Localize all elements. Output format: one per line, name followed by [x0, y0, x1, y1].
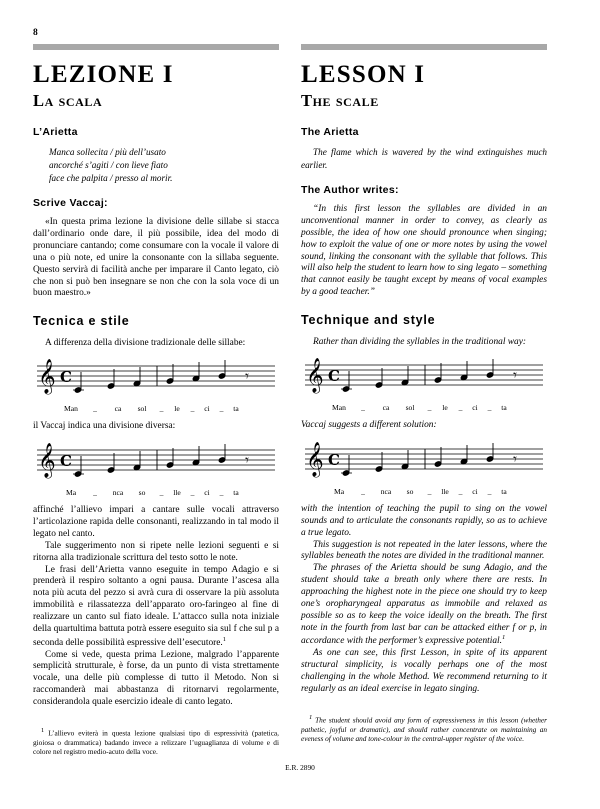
svg-text:𝄾: 𝄾 [245, 451, 249, 470]
footnote-marker-english: 1 [309, 713, 313, 721]
writes-heading-italian: Scrive Vaccaj: [33, 197, 108, 210]
para-phrases-english [301, 563, 547, 648]
lyric-syllable: ca [382, 403, 390, 413]
lyric-syllable: _ [93, 404, 97, 414]
para-conclusion-english: As one can see, this first Lesson, in spite of its apparent structural simplicity, is vocally perhaps one of the most challenging in the whole Method. We recommend returning to it regularly as an ideal exercise in legato singing. [301, 648, 547, 694]
lesson-title-italian: LEZIONE I [33, 61, 174, 88]
lyric-syllable: _ [159, 488, 164, 498]
para-legato-italian: affinché l’allievo impari a cantare sulle vocali attraverso l’articolazione rapida delle consonanti, realizzando in tal modo il legato nel canto. [33, 505, 279, 539]
para-legato-english: with the intention of teaching the pupil to sing on the vowel sounds and to articulate the consonants rapidly, so as to achieve a true legato. [301, 504, 547, 538]
lyric-syllable: le [442, 403, 448, 413]
lyric-syllable: Ma [333, 487, 345, 497]
arietta-heading-english: The Arietta [301, 126, 359, 139]
lyric-syllable: _ [190, 404, 195, 414]
lyric-syllable: ta [233, 404, 239, 414]
lyric-syllable: ci [204, 404, 210, 414]
technique-heading-english: Technique and style [301, 313, 436, 328]
footnote-text-english: The student should avoid any form of expressiveness in this lesson (whether pathetic, joyful or dramatic), and should rather concentrate on maintaining an eveness of volume and tone-colour in the central-upper register of the voice. [301, 715, 548, 744]
lyric-syllable: lle [173, 488, 181, 498]
svg-text:𝄾: 𝄾 [245, 367, 249, 386]
lyric-syllable: _ [190, 488, 195, 498]
verse-line: ancorché s’agiti / con lieve fiato [49, 160, 168, 171]
technique-heading-italian: Tecnica e stile [33, 314, 130, 329]
para-phrases-text-english: The phrases of the Arietta should be sung Adagio, and the student should take a breath only where there are rests. In approaching the highest note in the piece one should try to keep one’s oropharyngeal apparatus as immobile and relaxed as possible so as to keep the voice ideally on the breath. The first note in the fourth from last bar can be attacked either f or p, in accordance with the performer’s expressive potential. [301, 563, 547, 647]
svg-text:C: C [60, 452, 72, 471]
column-english [301, 44, 547, 757]
lyric-syllable: _ [361, 487, 365, 497]
lyric-syllable: Ma [65, 488, 77, 498]
lyric-syllable: sol [137, 404, 147, 414]
lyric-syllable: _ [427, 403, 432, 413]
caption-vaccaj-solution-english: Vaccaj suggests a different solution: [301, 420, 437, 431]
lyric-syllable: Man [332, 403, 346, 413]
footnote-ref-italian: 1 [222, 635, 227, 643]
lyrics-row-traditional-english [301, 403, 547, 412]
header-rule-right [301, 44, 547, 50]
lyric-syllable: _ [361, 403, 365, 413]
footnote-italian [33, 727, 279, 757]
lyric-syllable: ci [204, 488, 210, 498]
lyrics-row-vaccaj-italian [33, 488, 279, 497]
section-title-italian: La scala [33, 91, 103, 110]
lyric-syllable: so [138, 488, 146, 498]
svg-text:𝄞: 𝄞 [38, 443, 56, 479]
intro-traditional-english: Rather than dividing the syllables in the traditional way: [313, 337, 526, 348]
lyric-syllable: _ [458, 487, 463, 497]
header-rule-left [33, 44, 279, 50]
lyric-syllable: ci [472, 487, 478, 497]
footnote-text-italian: L’allievo eviterà in questa lezione qualsiasi tipo di espressività (patetica, gioiosa o drammatica) badando invece a relizzare l’uguaglianza di volume e di colore nel registro medio-acuto della voce. [33, 728, 279, 757]
music-staff-traditional-italian [33, 356, 279, 400]
two-column-layout [0, 44, 600, 757]
lyric-syllable: Man [64, 404, 78, 414]
lyric-syllable: lle [441, 487, 449, 497]
lyric-syllable: _ [487, 487, 492, 497]
verse-english: The flame which is wavered by the wind extinguishes much earlier. [301, 147, 547, 171]
footnote-english [301, 714, 547, 744]
music-staff-traditional-english [301, 355, 547, 399]
lyric-syllable: ta [501, 487, 507, 497]
music-staff-vaccaj-italian [33, 440, 279, 484]
svg-text:𝄞: 𝄞 [306, 358, 324, 394]
lyric-syllable: so [406, 487, 414, 497]
lyric-syllable: le [174, 404, 180, 414]
verse-line: Manca sollecita / più dell’usato [49, 147, 166, 158]
lyric-syllable: nca [380, 487, 392, 497]
lyric-syllable: _ [219, 404, 224, 414]
page-number: 8 [33, 28, 38, 38]
para-suggestion-english: This suggestion is not repeated in the later lessons, where the syllables beneath the notes are divided in the traditional manner. [301, 539, 547, 562]
music-staff-vaccaj-english [301, 439, 547, 483]
caption-vaccaj-division-italian: il Vaccaj indica una divisione diversa: [33, 421, 176, 432]
lyrics-row-vaccaj-english [301, 487, 547, 496]
svg-text:𝄞: 𝄞 [38, 359, 56, 395]
lyric-syllable: sol [405, 403, 415, 413]
para-phrases-italian [33, 565, 279, 650]
verse-italian [49, 146, 279, 185]
svg-text:𝄾: 𝄾 [513, 366, 517, 385]
lyric-syllable: ca [114, 404, 122, 414]
intro-traditional-italian: A differenza della divisione tradizionale delle sillabe: [45, 338, 246, 349]
svg-text:𝄞: 𝄞 [306, 442, 324, 478]
lyric-syllable: nca [112, 488, 124, 498]
para-suggestion-italian: Tale suggerimento non si ripete nelle lezioni seguenti e si ritorna alla tradizionale scrittura del testo sotto le note. [33, 540, 279, 563]
lyric-syllable: ta [233, 488, 239, 498]
footnote-marker-italian: 1 [41, 726, 45, 734]
lyric-syllable: ta [501, 403, 507, 413]
svg-text:C: C [328, 451, 340, 470]
svg-text:C: C [60, 368, 72, 387]
lyric-syllable: _ [427, 487, 432, 497]
lyric-syllable: _ [93, 488, 97, 498]
column-italian [33, 44, 279, 757]
footnote-ref-english: 1 [502, 634, 506, 642]
author-quote-english: “In this first lesson the syllables are divided in an unconventional manner in order to convey, as clearly as possible, the idea of how one should pronounce when singing; how to exploit the value of one or more notes by using the vowel sound, linking the consonant with the syllable that follows. This will also help the student to learn how to sing legato – something that cannot easily be taught except by means of vocal examples by a good teacher.” [301, 204, 547, 298]
para-conclusion-italian: Come si vede, questa prima Lezione, malgrado l’apparente semplicità strutturale, è forse, da un punto di vista strettamente vocale, una delle più complesse di tutto il Metodo. Non si raccomanderà mai abbastanza di ritornarvi regolarmente, considerandola quale esercizio ideale di canto legato. [33, 649, 279, 707]
section-title-english: The scale [301, 91, 379, 110]
lyric-syllable: ci [472, 403, 478, 413]
lyric-syllable: _ [159, 404, 164, 414]
lesson-title-english: LESSON I [301, 61, 426, 88]
lyric-syllable: _ [487, 403, 492, 413]
svg-text:C: C [328, 367, 340, 386]
svg-text:𝄾: 𝄾 [513, 450, 517, 469]
lyrics-row-traditional-italian [33, 404, 279, 413]
verse-line: face che palpita / presso al morir. [49, 173, 173, 184]
writes-heading-english: The Author writes: [301, 184, 399, 197]
vaccaj-quote-italian: «In questa prima lezione la divisione delle sillabe si stacca dall’ordinario onde dare, il più possibile, idea del modo di pronunciare cantando; come consumare con la vocale il valore di una o più note, ed unire la consonante con la sillaba seguente. Questo servirà di facilità anche per imparare il Canto legato, ciò che non si può ben insegnare se non che con la sola voce di un buon maestro.» [33, 217, 279, 299]
arietta-heading-italian: L’Arietta [33, 126, 78, 139]
colophon: E.R. 2890 [285, 763, 315, 772]
lyric-syllable: _ [219, 488, 224, 498]
para-phrases-text-italian: Le frasi dell’Arietta vanno eseguite in tempo Adagio e si prenderà il respiro soltanto a ogni pausa. Durante l’ascesa alla nota più acuta del pezzo si avrà cura di osservare la più assoluta immobilità e rilassatezza dell’apparato oro-faringeo al fine di realizzare un canto sul fiato ideale. L’attacco sulla nota iniziale della quartultima battuta potrà essere eseguito sia sul f che sul p a seconda delle possibilità espressive dell’esecutore. [33, 564, 279, 648]
lyric-syllable: _ [458, 403, 463, 413]
